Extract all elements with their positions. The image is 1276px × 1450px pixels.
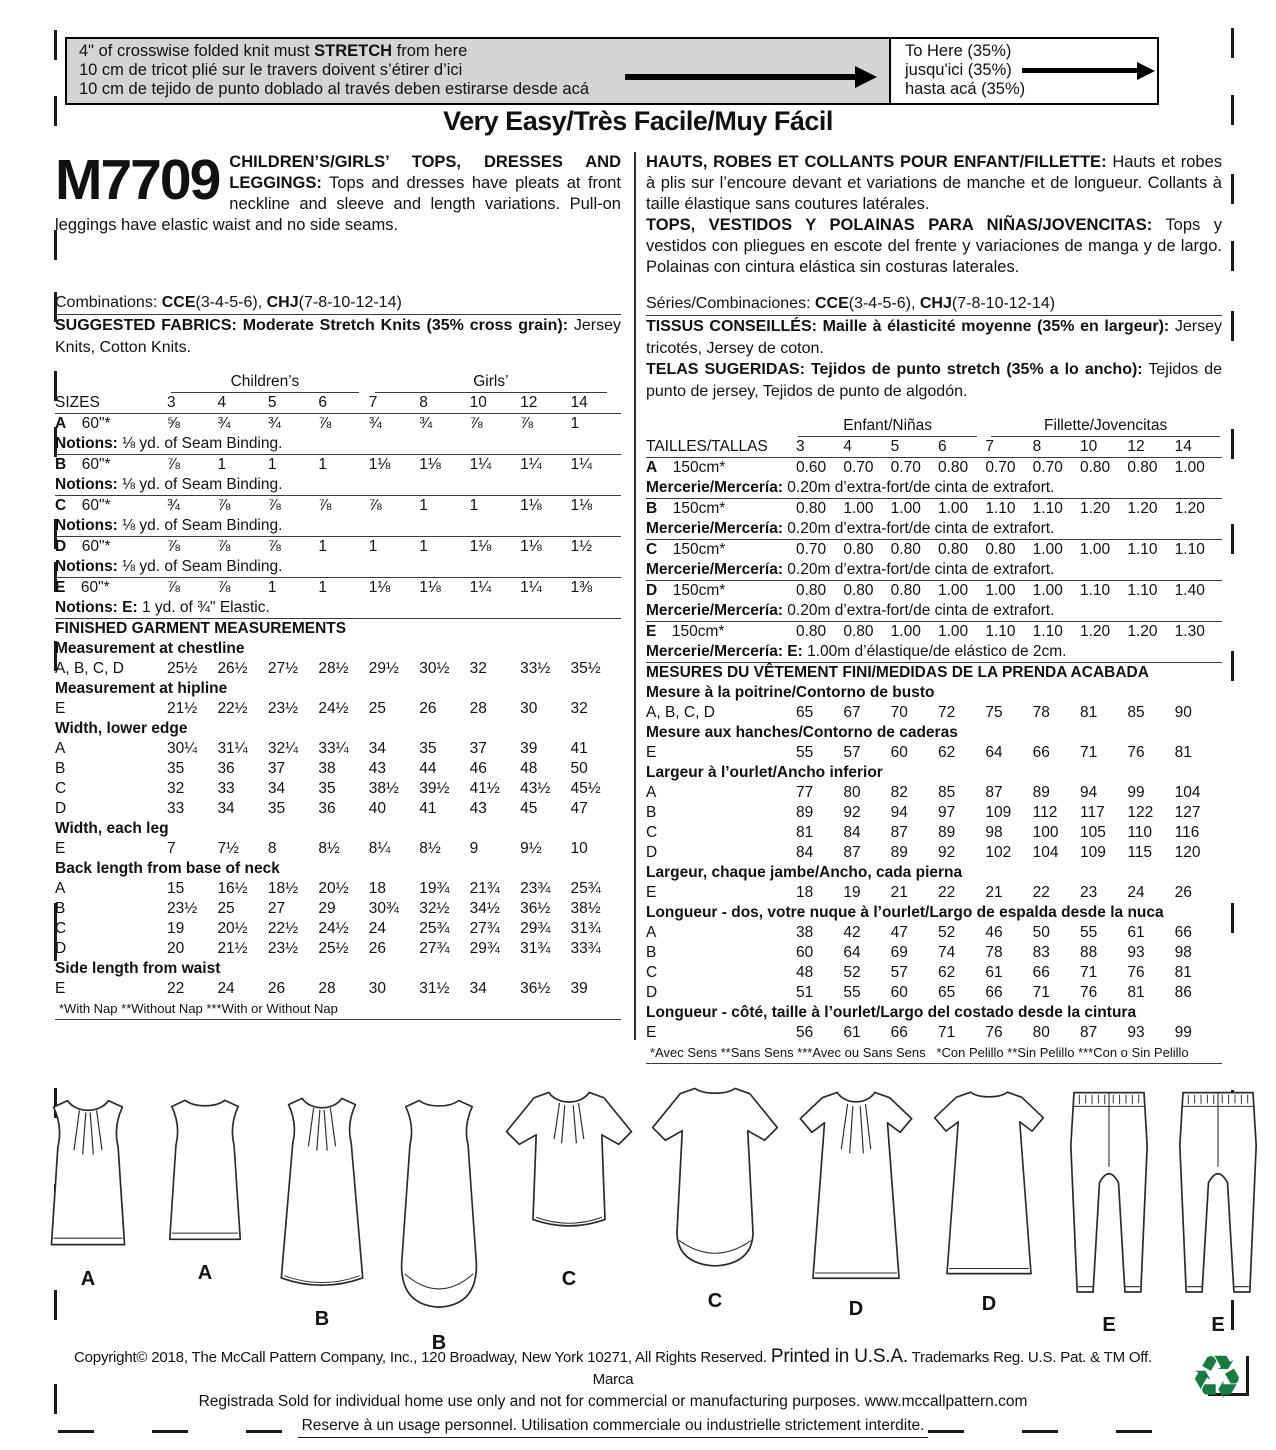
difficulty-title: Very Easy/Très Facile/Muy Fácil xyxy=(443,106,833,136)
combinations-line-fr-es: Séries/Combinaciones: CCE(3-4-5-6), CHJ(7-8-10-12-14) xyxy=(646,293,1222,316)
table-row: E 7 7½ 8 8½ 8¼ 8½ 9 9½ 10 xyxy=(55,840,588,857)
table-row: B 23½ 25 27 29 30¾ 32½ 34½ 36½ 38½ xyxy=(55,900,601,917)
table-row: C 32 33 34 35 38½ 39½ 41½ 43½ 45½ xyxy=(55,780,601,797)
leggings-e-back xyxy=(1167,1082,1269,1337)
sizes-row: TAILLES/TALLAS 3 4 5 6 7 8 10 12 14 xyxy=(646,437,1222,458)
section-heading: Mesure à la poitrine/Contorno de busto xyxy=(646,684,935,701)
notions-row: Notions: ⅛ yd. of Seam Binding. xyxy=(55,434,621,455)
table-row: D 60"* ⅞ ⅞ ⅞ 1 1 1 1⅛ 1⅛ 1½ xyxy=(55,538,593,555)
copyright-line-2: Registrada Sold for individual home use only and not for commercial or manufacturing purposes. www.mccallpattern.com xyxy=(198,1393,1028,1410)
notions-row: Mercerie/Mercería: 0.20m d’extra-fort/de cinta de extrafort. xyxy=(646,519,1222,540)
section-heading: Longueur - côté, taille à l’ourlet/Largo del costado desde la cintura xyxy=(646,1004,1137,1021)
table-row: E 56 61 66 71 76 80 87 93 99 xyxy=(646,1024,1192,1041)
cut-dash-line xyxy=(928,1430,1168,1433)
figure-label: B xyxy=(431,1332,447,1354)
section-heading: Mesure aux hanches/Contorno de caderas xyxy=(646,724,958,741)
stretch-arrow-icon xyxy=(625,66,877,88)
suggested-fabrics-en: SUGGESTED FABRICS: Moderate Stretch Knits (35% cross grain): Jersey Knits, Cotton Knits. xyxy=(55,317,622,356)
section-heading: Back length from base of neck xyxy=(55,860,280,877)
pattern-description-es: TOPS, VESTIDOS Y POLAINAS PARA NIÑAS/JOVENCITAS: Tops y vestidos con pliegues en escote del frente y variaciones de manga y de largo. Polainas con cintura elástica sin costuras laterales. xyxy=(646,216,1222,276)
table-row: A, B, C, D 65 67 70 72 75 78 81 85 90 xyxy=(646,704,1192,721)
stretch-line-fr: 10 cm de tricot plié sur le travers doivent s’étirer d’ici xyxy=(79,61,463,79)
table-row: B 60 64 69 74 78 83 88 93 98 xyxy=(646,944,1192,961)
section-heading: Width, each leg xyxy=(55,820,169,837)
notions-row: Notions: ⅛ yd. of Seam Binding. xyxy=(55,516,621,537)
table-row: A 15 16½ 18½ 20½ 18 19¾ 21¾ 23¾ 25¾ xyxy=(55,880,601,897)
registration-tick xyxy=(54,1384,57,1414)
leggings-e-back-drawing xyxy=(1167,1082,1269,1310)
corner-mark xyxy=(1246,1356,1249,1396)
garment-c-back-drawing xyxy=(645,1080,785,1286)
registration-tick xyxy=(54,30,57,60)
leggings-e-front-drawing xyxy=(1058,1082,1160,1310)
garment-c-front-drawing xyxy=(500,1084,638,1264)
recycle-icon: ♻ xyxy=(1190,1344,1244,1411)
section-heading: Measurement at chestline xyxy=(55,640,245,657)
section-heading: FINISHED GARMENT MEASUREMENTS xyxy=(55,620,347,637)
yardage-measurements-table-en xyxy=(55,371,621,1020)
figure-label: A xyxy=(197,1262,213,1284)
section-heading: Largeur, chaque jambe/Ancho, cada pierna xyxy=(646,864,963,881)
garment-a-back xyxy=(151,1092,259,1285)
table-row: A 60"* ⅝ ¾ ¾ ⅞ ¾ ¾ ⅞ ⅞ 1 xyxy=(55,415,580,432)
notions-row: Notions: ⅛ yd. of Seam Binding. xyxy=(55,557,621,578)
to-here-fr: jusqu'ici (35%) xyxy=(905,61,1012,79)
to-here-en: To Here (35%) xyxy=(905,42,1012,60)
table-row: E 55 57 60 62 64 66 71 76 81 xyxy=(646,744,1192,761)
table-row: C 81 84 87 89 98 100 105 110 116 xyxy=(646,824,1200,841)
table-row: C 60"* ¾ ⅞ ⅞ ⅞ ⅞ 1 1 1⅛ 1⅛ xyxy=(55,497,593,514)
stretch-gauge-box xyxy=(65,37,891,105)
registration-tick xyxy=(1231,241,1234,271)
section-heading: Side length from waist xyxy=(55,960,221,977)
garment-d-back-drawing xyxy=(927,1084,1051,1289)
table-row: A 30¼ 31¼ 32¼ 33¼ 34 35 37 39 41 xyxy=(55,740,588,757)
garment-b-front-drawing xyxy=(266,1090,378,1304)
figure-label: E xyxy=(1211,1314,1225,1336)
table-row: B 60"* ⅞ 1 1 1 1⅛ 1⅛ 1¼ 1¼ 1¼ xyxy=(55,456,593,473)
nap-footnote: *Avec Sens **Sans Sens ***Avec ou Sans Sens *Con Pelillo **Sin Pelillo ***Con o Sin Pelillo xyxy=(646,1043,1222,1064)
table-row: E 60"* ⅞ ⅞ 1 1 1⅛ 1⅛ 1¼ 1¼ 1⅜ xyxy=(55,579,593,596)
yardage-measurements-table-fr-es xyxy=(646,415,1222,1064)
to-here-es: hasta acá (35%) xyxy=(905,80,1026,98)
table-row: E 150cm* 0.80 0.80 1.00 1.00 1.10 1.10 1.20 1.20 1.30 xyxy=(646,623,1205,640)
garment-a-front-drawing xyxy=(32,1092,144,1264)
table-row: E 18 19 21 22 21 22 23 24 26 xyxy=(646,884,1192,901)
garment-c-back xyxy=(645,1080,785,1313)
garment-c-front xyxy=(500,1084,638,1291)
registration-tick xyxy=(1231,174,1234,204)
registration-tick xyxy=(1231,524,1234,554)
garment-a-back-drawing xyxy=(151,1092,259,1258)
garment-a-front xyxy=(32,1092,144,1291)
table-row: D 51 55 60 65 66 71 76 81 86 xyxy=(646,984,1192,1001)
table-row: E 22 24 26 28 30 31½ 34 36½ 39 xyxy=(55,980,588,997)
pattern-description-fr: HAUTS, ROBES ET COLLANTS POUR ENFANT/FILLETTE: Hauts et robes à plis sur l’encoure devant et variations de manche et de longueur. Collants à taille élastique sans coutures latérales. xyxy=(646,153,1222,213)
cut-dash-line xyxy=(58,1430,298,1433)
notions-row: Notions: ⅛ yd. of Seam Binding. xyxy=(55,475,621,496)
registration-tick xyxy=(1231,903,1234,933)
section-heading: Largeur à l’ourlet/Ancho inferior xyxy=(646,764,883,781)
garment-b-back xyxy=(385,1090,493,1355)
table-row: A, B, C, D 25½ 26½ 27½ 28½ 29½ 30½ 32 33½ 35½ xyxy=(55,660,601,677)
registration-tick xyxy=(1231,311,1234,341)
figure-label: D xyxy=(981,1293,997,1315)
table-row: A 77 80 82 85 87 89 94 99 104 xyxy=(646,784,1201,801)
section-heading: Longueur - dos, votre nuque à l’ourlet/Largo de espalda desde la nuca xyxy=(646,904,1164,921)
suggested-fabrics-fr: TISSUS CONSEILLÉS: Maille à élasticité moyenne (35% en largeur): Jersey tricotés, Jersey de coton. xyxy=(646,318,1223,357)
table-row: D 84 87 89 92 102 104 109 115 120 xyxy=(646,844,1201,861)
table-row: C 48 52 57 62 61 66 71 76 81 xyxy=(646,964,1192,981)
suggested-fabrics-es: TELAS SUGERIDAS: Tejidos de punto stretch (35% a lo ancho): Tejidos de punto de jersey, Tejidos de punto de algodón. xyxy=(646,361,1223,400)
figure-label: E xyxy=(1102,1314,1116,1336)
figure-label: C xyxy=(707,1290,723,1312)
table-row: A 38 42 47 52 46 50 55 61 66 xyxy=(646,924,1192,941)
garment-b-front xyxy=(266,1090,378,1331)
notions-row: Mercerie/Mercería: 0.20m d’extra-fort/de cinta de extrafort. xyxy=(646,478,1222,499)
section-heading: Measurement at hipline xyxy=(55,680,228,697)
table-row: B 89 92 94 97 109 112 117 122 127 xyxy=(646,804,1201,821)
notions-row: Mercerie/Mercería: E: 1.00m d’élastique/de elástico de 2cm. xyxy=(646,642,1222,663)
figure-label: C xyxy=(561,1268,577,1290)
garment-d-back xyxy=(927,1084,1051,1316)
registration-tick xyxy=(1231,429,1234,459)
sizes-row: SIZES 3 4 5 6 7 8 10 12 14 xyxy=(55,393,621,414)
table-row: D 20 21½ 23½ 25½ 26 27¾ 29¾ 31¾ 33¾ xyxy=(55,940,601,957)
size-group-header: Children’s Girls’ xyxy=(55,371,621,393)
notions-row: Mercerie/Mercería: 0.20m d’extra-fort/de cinta de extrafort. xyxy=(646,601,1222,622)
garment-d-front-drawing xyxy=(792,1084,920,1294)
table-row: D 33 34 35 36 40 41 43 45 47 xyxy=(55,800,588,817)
combinations-line-en: Combinations: CCE(3-4-5-6), CHJ(7-8-10-12-14) xyxy=(55,292,621,315)
to-here-arrow-icon xyxy=(1022,62,1155,80)
garment-d-front xyxy=(792,1084,920,1321)
table-row: C 150cm* 0.70 0.80 0.80 0.80 0.80 1.00 1.00 1.10 1.10 xyxy=(646,541,1205,558)
table-row: C 19 20½ 22½ 24½ 24 25¾ 27¾ 29¾ 31¾ xyxy=(55,920,601,937)
section-heading: Width, lower edge xyxy=(55,720,188,737)
stretch-gauge-banner xyxy=(65,37,1159,105)
copyright-line-3-row xyxy=(58,1415,1168,1438)
pattern-description-en: M7709 CHILDREN’S/GIRLS’ TOPS, DRESSES AND LEGGINGS: Tops and dresses have pleats at front neckline and sleeve and length variations. Pull-on leggings have elastic waist and no side seams. xyxy=(55,148,621,234)
table-row: B 35 36 37 38 43 44 46 48 50 xyxy=(55,760,588,777)
figure-label: B xyxy=(314,1308,330,1330)
copyright-footer xyxy=(58,1346,1168,1438)
figure-label: D xyxy=(848,1298,864,1320)
table-row: E 21½ 22½ 23½ 24½ 25 26 28 30 32 xyxy=(55,700,588,717)
copyright-line-3: Reserve à un usage personnel. Utilisation commerciale ou industrielle strictement interdite. xyxy=(298,1415,929,1438)
figure-label: A xyxy=(80,1268,96,1290)
french-spanish-column xyxy=(646,152,1222,1064)
table-row: B 150cm* 0.80 1.00 1.00 1.00 1.10 1.10 1.20 1.20 1.20 xyxy=(646,500,1205,517)
to-here-box xyxy=(891,37,1159,105)
nap-footnote: *With Nap **Without Nap ***With or Without Nap xyxy=(55,999,621,1020)
column-divider xyxy=(634,152,636,1040)
stretch-line-en: 4" of crosswise folded knit must STRETCH from here xyxy=(79,42,468,60)
english-column xyxy=(55,148,622,1020)
notions-row: Notions: E: 1 yd. of ¾" Elastic. xyxy=(55,598,621,619)
registration-tick xyxy=(1231,651,1234,681)
garment-line-drawings xyxy=(32,1072,1246,1355)
pattern-number: M7709 xyxy=(55,148,220,212)
notions-row: Mercerie/Mercería: 0.20m d’extra-fort/de cinta de extrafort. xyxy=(646,560,1222,581)
stretch-line-es: 10 cm de tejido de punto doblado al través deben estirarse desde acá xyxy=(79,80,590,98)
garment-b-back-drawing xyxy=(385,1090,493,1328)
section-heading: MESURES DU VÊTEMENT FINI/MEDIDAS DE LA PRENDA ACABADA xyxy=(646,664,1149,681)
copyright-line-1: Copyright© 2018, The McCall Pattern Company, Inc., 120 Broadway, New York 10271, All Rights Reserved. Printed in U.S.A. Trademarks Reg. U.S. Pat. & TM Off. Marca xyxy=(74,1346,1152,1388)
registration-tick xyxy=(1231,28,1234,58)
table-row: A 150cm* 0.60 0.70 0.70 0.80 0.70 0.70 0.80 0.80 1.00 xyxy=(646,459,1205,476)
leggings-e-front xyxy=(1058,1082,1160,1337)
table-row: D 150cm* 0.80 0.80 0.80 1.00 1.00 1.00 1.10 1.10 1.40 xyxy=(646,582,1205,599)
size-group-header: Enfant/Niñas Fillette/Jovencitas xyxy=(646,415,1222,437)
